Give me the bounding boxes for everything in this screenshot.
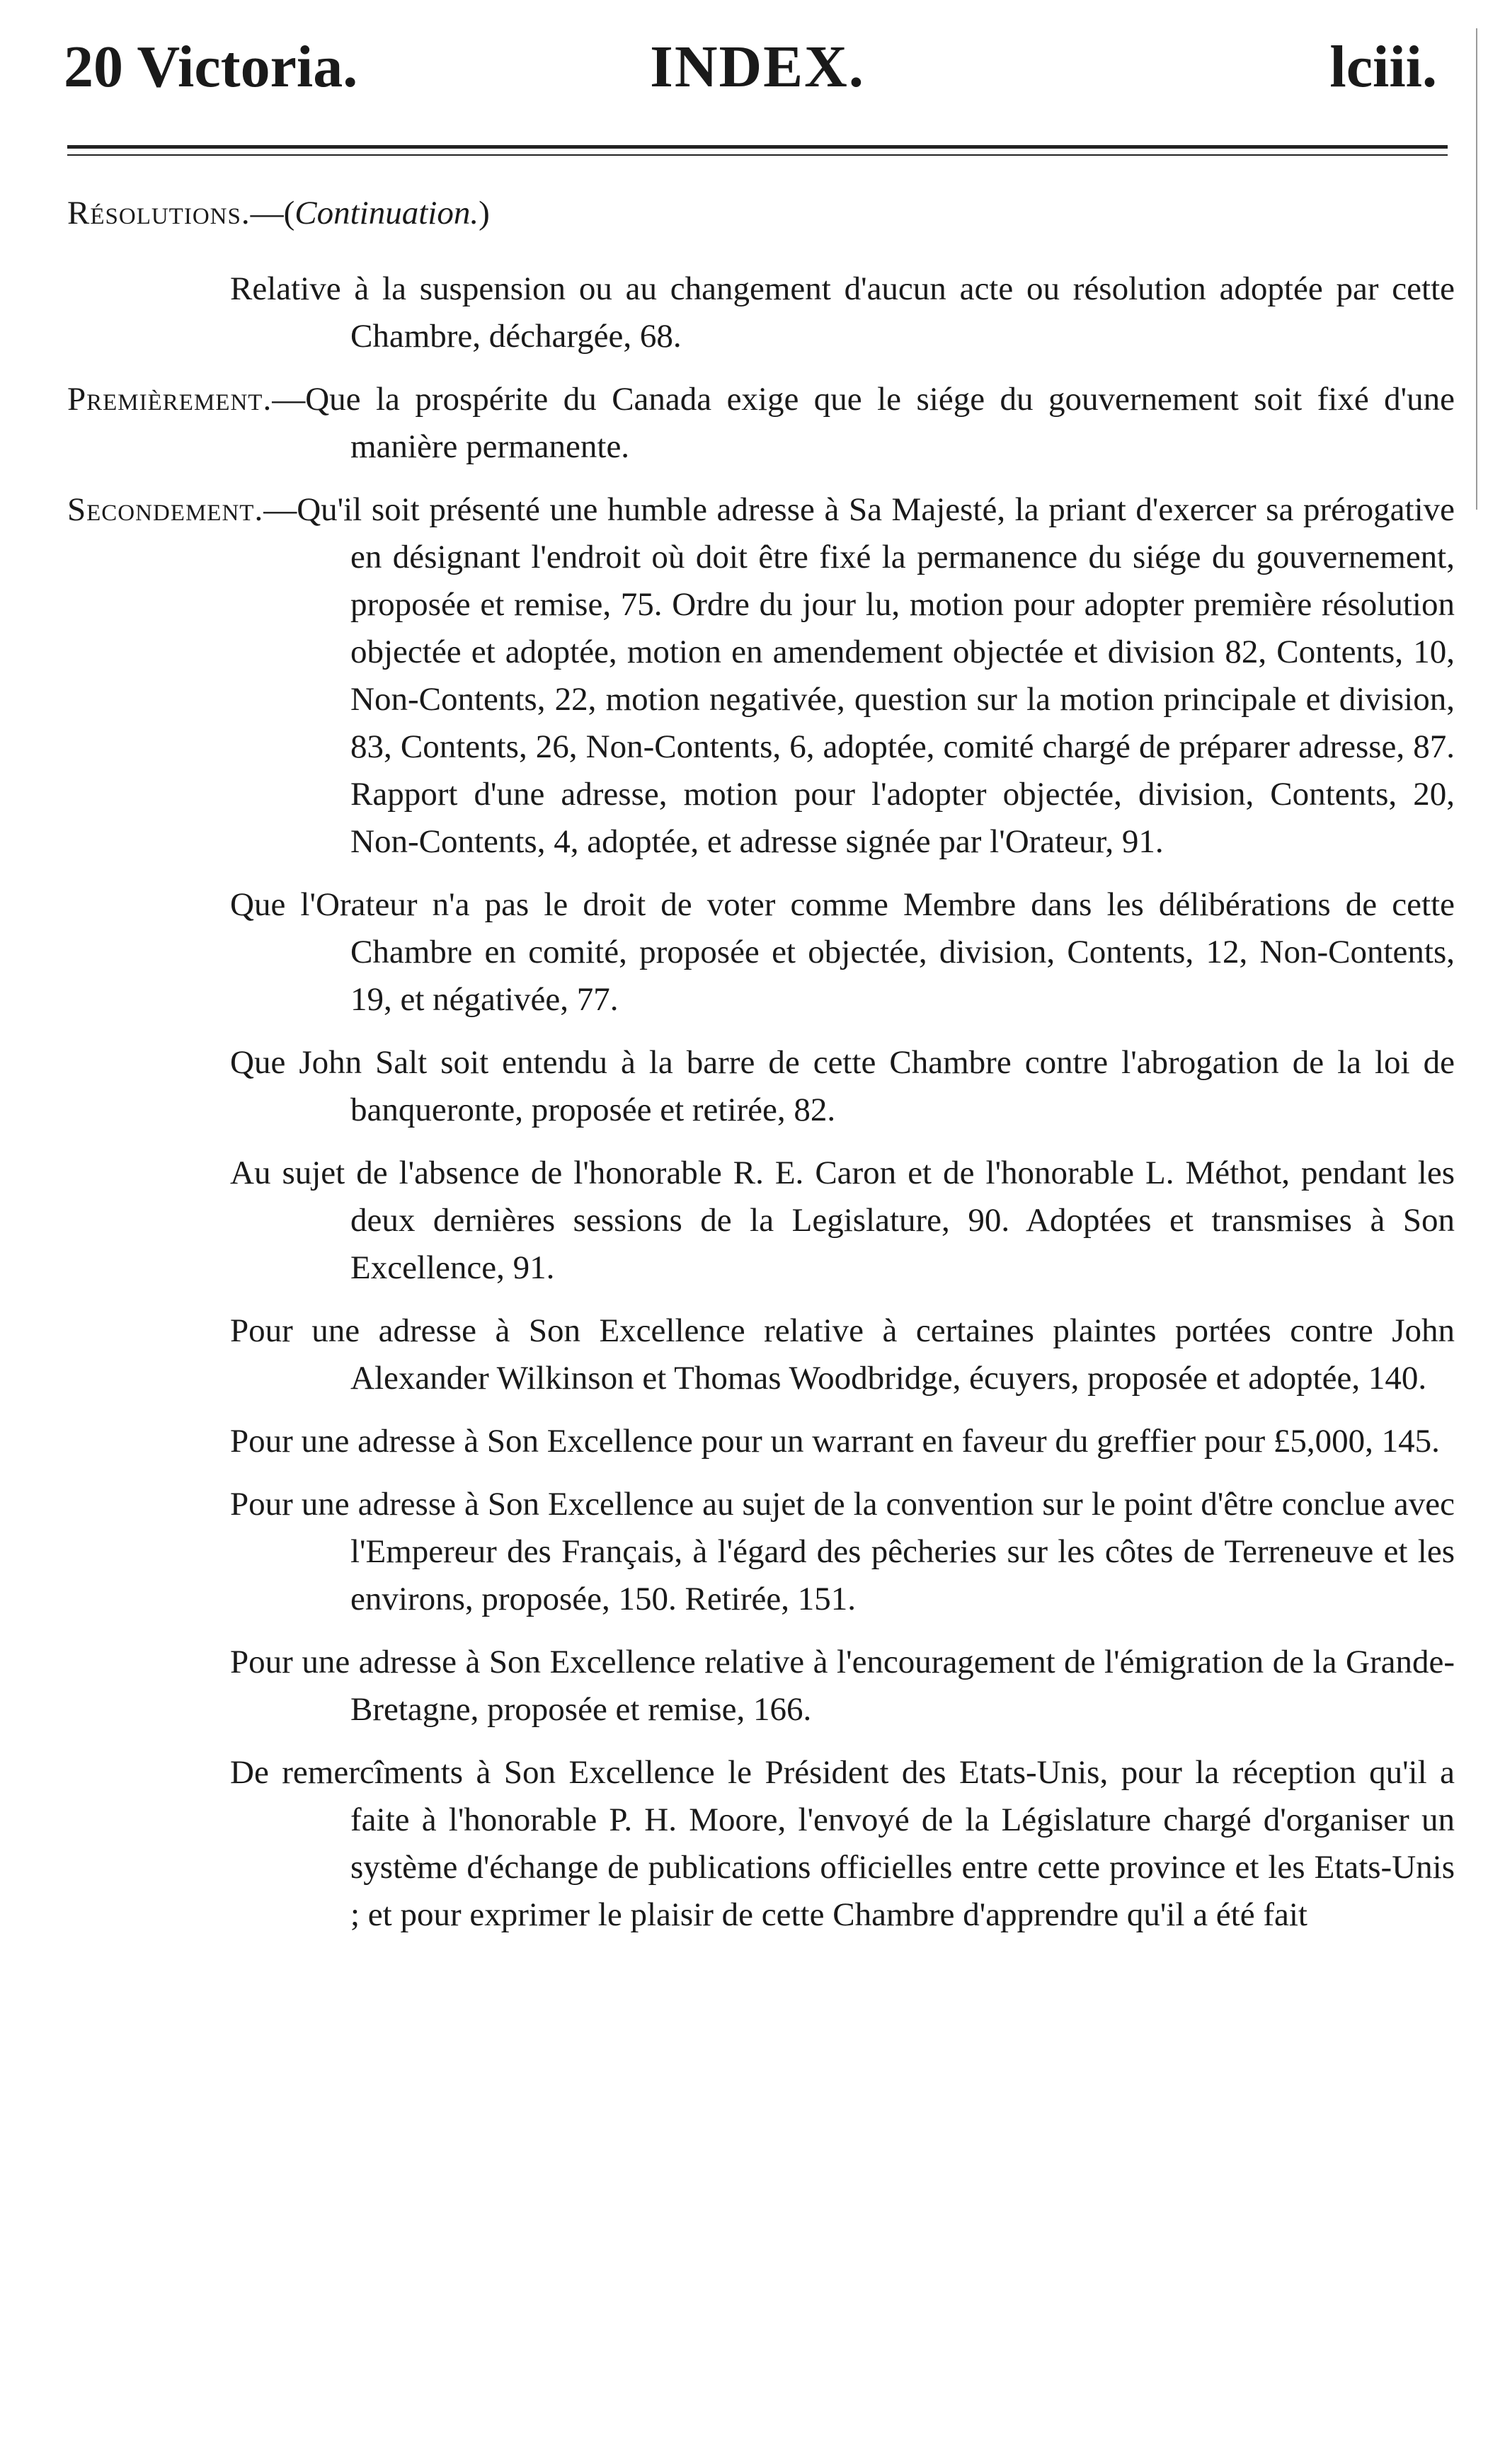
entry-lead: Premièrement. — [67, 381, 273, 418]
index-entry — [67, 1307, 1455, 1402]
header-rule-thin — [67, 154, 1448, 156]
section-heading — [67, 190, 1455, 237]
index-entry — [67, 1639, 1455, 1734]
entry-text: Pour une adresse à Son Excellence au sujet de la convention sur le point d'être conclue avec l'Empereur des Français, à l'égard des pêcheries sur les côtes de Terreneuve et les environs, proposée, 150. Retirée, 151. — [230, 1486, 1455, 1617]
index-entry — [67, 486, 1455, 866]
index-entry — [67, 1039, 1455, 1134]
index-entry — [67, 1749, 1455, 1939]
entry-text: —Qu'il soit présenté une humble adresse à Sa Majesté, la priant d'exercer sa prérogative en désignant l'endroit où doit être fixé la permanence du siége du gouvernement, proposée et remise, 75. Ordre du jour lu, motion pour adopter première résolution objectée et adoptée, motion en amendement objectée et division 82, Contents, 10, Non-Contents, 22, motion negativée, question sur la motion principale et division, 83, Contents, 26, Non-Contents, 6, adoptée, comité chargé de préparer adresse, 87. Rapport d'une adresse, motion pour l'adopter objectée, division, Contents, 20, Non-Contents, 4, adoptée, et adresse signée par l'Orateur, 91. — [263, 491, 1455, 860]
header-title: INDEX. — [650, 34, 865, 100]
section-title-dash: —( — [250, 195, 295, 231]
page-edge-line — [1476, 28, 1477, 510]
entry-text: Relative à la suspension ou au changement d'aucun acte ou résolution adoptée par cette Chambre, déchargée, 68. — [230, 270, 1455, 355]
page-header — [64, 21, 1451, 113]
entry-lead: Secondement. — [67, 491, 264, 528]
index-entry — [67, 1418, 1455, 1465]
header-volume: 20 Victoria. — [64, 34, 358, 100]
header-rule-thick — [67, 145, 1448, 149]
index-entry — [67, 265, 1455, 360]
entry-text: Que l'Orateur n'a pas le droit de voter comme Membre dans les délibérations de cette Chambre en comité, proposée et objectée, division, Contents, 12, Non-Contents, 19, et négativée, 77. — [230, 886, 1455, 1018]
entry-text: —Que la prospérite du Canada exige que le siége du gouvernement soit fixé d'une manière permanente. — [272, 381, 1455, 465]
entry-text: Pour une adresse à Son Excellence relative à certaines plaintes portées contre John Alexander Wilkinson et Thomas Woodbridge, écuyers, proposée et adoptée, 140. — [230, 1312, 1455, 1397]
section-title: Résolutions. — [67, 195, 251, 231]
entry-text: Que John Salt soit entendu à la barre de cette Chambre contre l'abrogation de la loi de banqueronte, proposée et retirée, 82. — [230, 1044, 1455, 1128]
entry-text: Pour une adresse à Son Excellence pour un warrant en faveur du greffier pour £5,000, 145. — [230, 1423, 1440, 1460]
entry-text: Au sujet de l'absence de l'honorable R. E. Caron et de l'honorable L. Méthot, pendant les deux dernières sessions de la Legislature, 90. Adoptées et transmises à Son Excellence, 91. — [230, 1154, 1455, 1286]
entry-text: De remercîments à Son Excellence le Président des Etats-Unis, pour la réception qu'il a faite à l'honorable P. H. Moore, l'envoyé de la Législature chargé d'organiser un système d'échange de publications officielles entre cette province et les Etats-Unis ; et pour exprimer le plaisir de cette Chambre d'apprendre qu'il a été fait — [230, 1754, 1455, 1933]
index-entry — [67, 376, 1455, 471]
index-entry — [67, 881, 1455, 1024]
index-content — [67, 190, 1455, 1954]
header-page-number: lciii. — [1329, 34, 1437, 100]
entry-text: Pour une adresse à Son Excellence relative à l'encouragement de l'émigration de la Grande-Bretagne, proposée et remise, 166. — [230, 1644, 1455, 1728]
section-title-close: ) — [479, 195, 490, 231]
section-title-note: Continuation. — [294, 195, 479, 231]
index-entry — [67, 1481, 1455, 1623]
index-entry — [67, 1150, 1455, 1292]
